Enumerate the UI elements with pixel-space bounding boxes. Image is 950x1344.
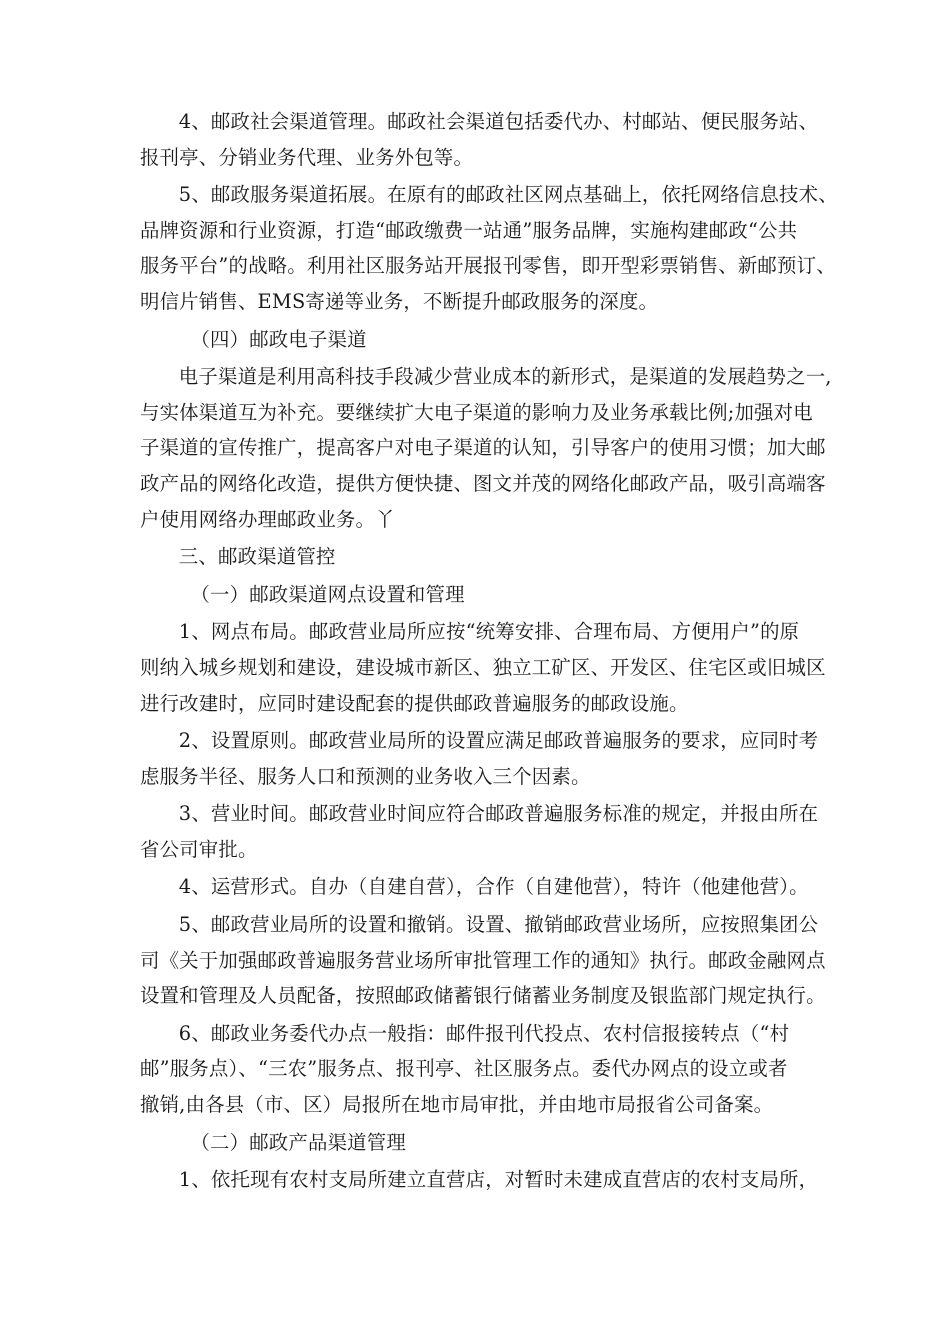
text-line: 邮”服务点）、“三农”服务点、报刊亭、社区服务点。委代办网点的设立或者 (140, 1057, 788, 1081)
text-line: 三、邮政渠道管控 (178, 545, 336, 569)
document-page (140, 104, 838, 1198)
text-line: 5、邮政营业局所的设置和撤销。设置、撤销邮政营业场所，应按照集团公 (178, 913, 819, 937)
text-line: 撤销,由各县（市、区）局报所在地市局审批，并由地市局报省公司备案。 (140, 1093, 774, 1117)
text-line: 服务平台”的战略。利用社区服务站开展报刊零售，即开型彩票销售、新邮预订、 (140, 254, 836, 278)
body-paragraph (140, 869, 830, 905)
body-paragraph (140, 907, 830, 1014)
body-paragraph (140, 1162, 830, 1198)
text-line: 子渠道的宣传推广，提高客户对电子渠道的认知，引导客户的使用习惯；加大邮 (140, 436, 826, 460)
text-line: 户使用网络办理邮政业务。丫 (140, 507, 395, 531)
body-paragraph (140, 177, 838, 319)
text-line: 司《关于加强邮政普遍服务营业场所审批管理工作的通知》执行。邮政金融网点 (140, 948, 826, 972)
text-line: 报刊亭、分销业务代理、业务外包等。 (140, 145, 474, 169)
text-line: 4、邮政社会渠道管理。邮政社会渠道包括委代办、村邮站、便民服务站、 (178, 110, 819, 133)
body-paragraph (140, 723, 830, 794)
body-paragraph (140, 796, 830, 867)
text-line: 与实体渠道互为补充。要继续扩大电子渠道的影响力及业务承载比例;加强对电 (140, 400, 813, 424)
body-paragraph (140, 1016, 830, 1123)
text-line: （四）邮政电子渠道 (190, 327, 367, 351)
text-line: （二）邮政产品渠道管理 (190, 1130, 406, 1154)
text-line: 2、设置原则。邮政营业局所的设置应满足邮政普遍服务的要求，应同时考 (178, 729, 819, 753)
text-line: 则纳入城乡规划和建设，建设城市新区、独立工矿区、开发区、住宅区或旧城区 (140, 655, 826, 679)
text-line: 进行改建时，应同时建设配套的提供邮政普遍服务的邮政设施。 (140, 691, 689, 715)
text-line: 4、运营形式。自办（自建自营），合作（自建他营），特许（他建他营）。 (178, 875, 809, 899)
body-paragraph (140, 359, 830, 537)
text-line: 省公司审批。 (140, 837, 258, 861)
subsection-heading (140, 1125, 830, 1161)
text-line: 虑服务半径、服务人口和预测的业务收入三个因素。 (140, 764, 591, 788)
text-line: 1、网点布局。邮政营业局所应按“统筹安排、合理布局、方便用户”的原 (178, 620, 800, 644)
text-line: 电子渠道是利用高科技手段减少营业成本的新形式，是渠道的发展趋势之一, (178, 365, 832, 389)
subsection-heading (140, 322, 830, 358)
section-heading (140, 539, 830, 575)
text-line: 3、营业时间。邮政营业时间应符合邮政普遍服务标准的规定，并报由所在 (178, 802, 819, 826)
text-line: 政产品的网络化改造，提供方便快捷、图文并茂的网络化邮政产品，吸引高端客 (140, 471, 826, 495)
text-line: 6、邮政业务委代办点一般指：邮件报刊代投点、农村信报接转点（“村 (178, 1021, 790, 1045)
subsection-heading (140, 577, 830, 613)
text-line: 明信片销售、EMS寄递等业务，不断提升邮政服务的深度。 (140, 289, 659, 313)
text-line: 1、依托现有农村支局所建立直营店，对暂时未建成直营店的农村支局所， (178, 1168, 819, 1192)
text-line: （一）邮政渠道网点设置和管理 (190, 582, 465, 606)
body-paragraph (140, 104, 830, 175)
text-line: 5、邮政服务渠道拓展。在原有的邮政社区网点基础上，依托网络信息技术、 (178, 183, 838, 207)
body-paragraph (140, 614, 830, 721)
text-line: 品牌资源和行业资源，打造“邮政缴费一站通”服务品牌，实施构建邮政“公共 (140, 218, 798, 242)
text-line: 设置和管理及人员配备，按照邮政储蓄银行储蓄业务制度及银监部门规定执行。 (140, 984, 826, 1008)
